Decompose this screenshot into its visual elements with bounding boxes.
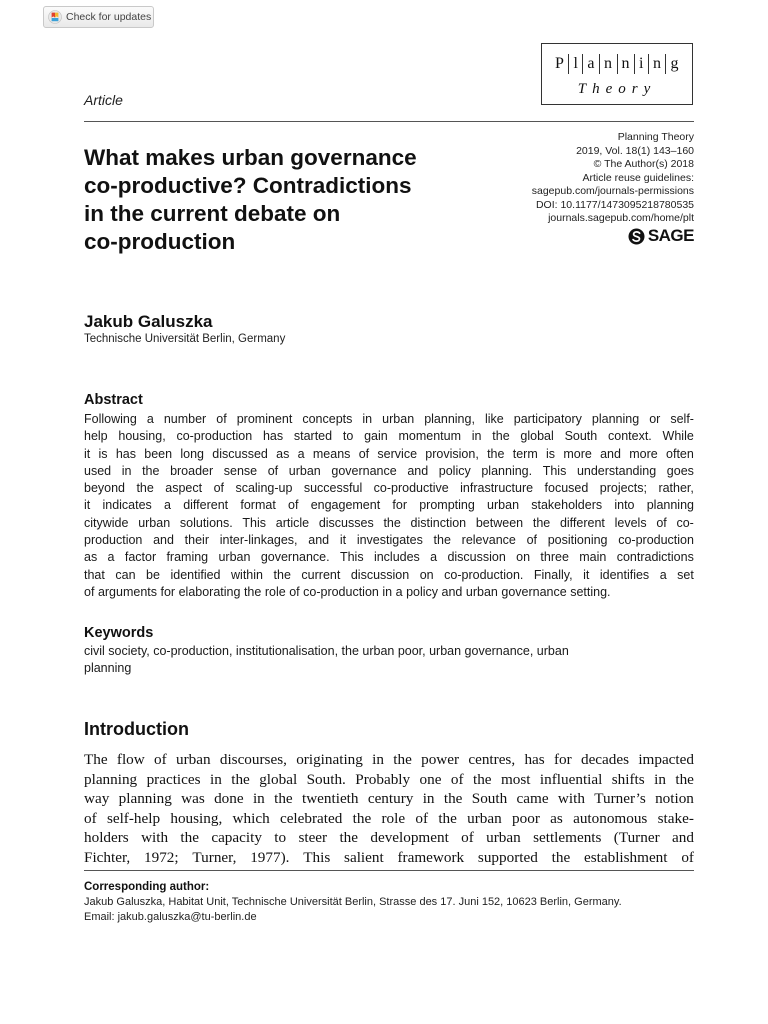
copyright: © The Author(s) 2018 — [593, 158, 694, 170]
text-line: of arguments for elaborating the role of co-production in a policy and urban governance setting. — [84, 584, 611, 599]
logo-letter: a — [587, 55, 595, 72]
title-line: What makes urban governance — [84, 145, 417, 170]
abstract-body — [84, 411, 694, 601]
text-line: The flow of urban discourses, originating in the power centres, has for decades impacted — [84, 751, 694, 768]
keywords-line: civil society, co-production, institutionalisation, the urban poor, urban governance, urban — [84, 644, 569, 658]
text-line: of self-help housing, which celebrated the role of the urban poor as autonomous stake- — [84, 809, 694, 827]
keywords-line: planning — [84, 661, 132, 675]
check-for-updates-button[interactable] — [43, 6, 154, 28]
author-name: Jakub Galuszka — [84, 312, 213, 331]
reuse-label: Article reuse guidelines: — [582, 171, 694, 184]
article-title — [84, 144, 504, 256]
title-line: co-productive? Contradictions — [84, 173, 412, 198]
introduction-body — [84, 750, 694, 867]
introduction-heading: Introduction — [84, 719, 189, 739]
journal-logo — [541, 43, 693, 105]
text-line: as a factor framing urban governance. This includes a discussion on three main contradictions — [84, 550, 694, 565]
author-affiliation: Technische Universität Berlin, Germany — [84, 333, 286, 345]
logo-letter: i — [639, 55, 644, 72]
logo-letter: P — [555, 55, 565, 72]
text-line: used in the broader sense of urban governance and policy planning. This understanding goes — [84, 463, 694, 478]
corresponding-author-label: Corresponding author: — [84, 881, 210, 893]
abstract-heading: Abstract — [84, 392, 143, 408]
text-line: it indicates a different format of engagement for prompting urban stakeholders into planning — [84, 498, 694, 513]
text-line: planning practices in the global South. Probably one of the most influential shifts in the — [84, 770, 694, 788]
journal-volume: 2019, Vol. 18(1) 143–160 — [576, 144, 694, 157]
journal-home-link[interactable]: journals.sagepub.com/home/plt — [548, 212, 694, 224]
corresponding-author-address: Jakub Galuszka, Habitat Unit, Technische Universität Berlin, Strasse des 17. Juni 152, 10623 Berlin, Germany. — [84, 896, 622, 908]
text-line: citywide urban solutions. This article discusses the distinction between the different levels of co- — [84, 515, 694, 530]
sage-s-icon — [628, 228, 645, 245]
text-line: Fichter, 1972; Turner, 1977). This salient framework supported the establishment of — [84, 848, 694, 866]
check-for-updates-label: Check for updates — [66, 11, 152, 23]
journal-logo-line1 — [542, 53, 692, 75]
corresponding-author-email[interactable]: Email: jakub.galuszka@tu-berlin.de — [84, 911, 257, 923]
title-line: in the current debate on — [84, 201, 341, 226]
keywords-body — [84, 643, 694, 677]
text-line: production and their inter-linkages, and it investigates the relevance of positioning co-production — [84, 533, 694, 548]
logo-letter: n — [604, 55, 613, 72]
journal-info — [532, 131, 694, 226]
reuse-link[interactable]: sagepub.com/journals-permissions — [531, 185, 694, 197]
article-type-label: Article — [84, 92, 123, 108]
text-line: help housing, co-production has started to gain momentum in the global South context. While — [84, 429, 694, 444]
keywords-heading: Keywords — [84, 625, 154, 641]
logo-letter: l — [573, 55, 579, 72]
logo-letter: g — [670, 55, 679, 72]
text-line: it is has been long discussed as a means of service provision, the term is more and more often — [84, 446, 694, 461]
text-line: that can be identified within the current discussion on co-production. Finally, it identifies a set — [84, 567, 694, 582]
header-divider — [84, 121, 694, 122]
crossmark-icon — [48, 10, 62, 24]
logo-letter: n — [621, 55, 630, 72]
title-line: co-production — [84, 229, 236, 254]
footnote-divider — [84, 870, 694, 871]
logo-letter: n — [652, 55, 662, 72]
text-line: Following a number of prominent concepts in urban planning, like participatory planning or self- — [84, 412, 694, 426]
publisher-name: SAGE — [647, 226, 694, 245]
text-line: beyond the aspect of scaling-up successful co-productive infrastructure focused projects; rather, — [84, 481, 694, 496]
journal-logo-line2: Theory — [577, 81, 657, 97]
journal-name: Planning Theory — [617, 131, 694, 143]
text-line: holders with the capacity to steer the development of urban settlements (Turner and — [84, 829, 694, 846]
text-line: way planning was done in the twentieth century in the South came with Turner’s notion — [84, 790, 694, 807]
publisher-logo — [628, 226, 694, 246]
doi-link[interactable]: DOI: 10.1177/1473095218780535 — [535, 198, 694, 211]
